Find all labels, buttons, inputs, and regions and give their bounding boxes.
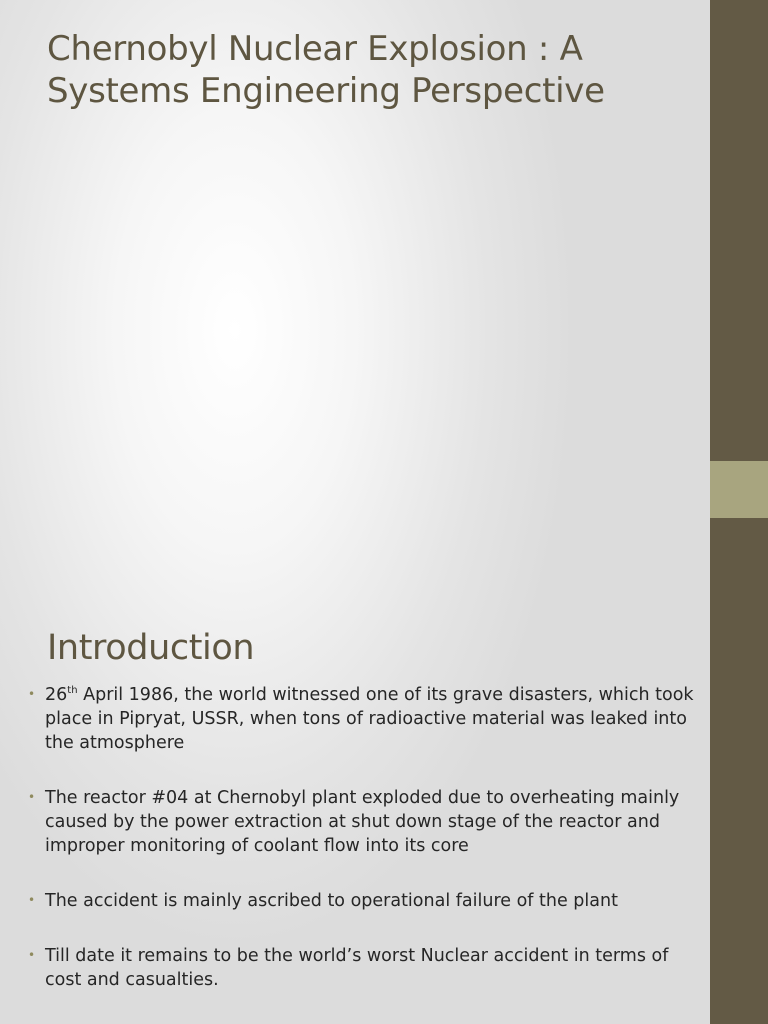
section-title: Introduction xyxy=(47,628,255,668)
bullet-marker: • xyxy=(28,948,36,962)
bullet-date-ordinal: th xyxy=(67,685,78,696)
bullet-list xyxy=(28,683,708,992)
bullet-item xyxy=(28,944,708,992)
bullet-item xyxy=(28,683,708,755)
bullet-item xyxy=(28,786,708,858)
bullet-text: April 1986, the world witnessed one of its grave disasters, which took place in Pipryat, USSR, when tons of radioactive material was leaked into the atmosphere xyxy=(45,685,694,753)
bullet-item xyxy=(28,889,708,913)
slide-title: Chernobyl Nuclear Explosion : A Systems Engineering Perspective xyxy=(47,29,605,111)
bullet-text: The accident is mainly ascribed to operational failure of the plant xyxy=(45,891,618,911)
bullet-text: Till date it remains to be the world’s worst Nuclear accident in terms of cost and casualties. xyxy=(45,946,669,990)
bullet-marker: • xyxy=(28,790,36,804)
side-bar-accent xyxy=(710,461,768,518)
bullet-marker: • xyxy=(28,687,36,701)
bullet-text: The reactor #04 at Chernobyl plant exploded due to overheating mainly caused by the power extraction at shut down stage of the reactor and improper monitoring of coolant flow into its core xyxy=(45,788,680,856)
bullet-marker: • xyxy=(28,893,36,907)
bullet-date-number: 26 xyxy=(45,685,68,705)
